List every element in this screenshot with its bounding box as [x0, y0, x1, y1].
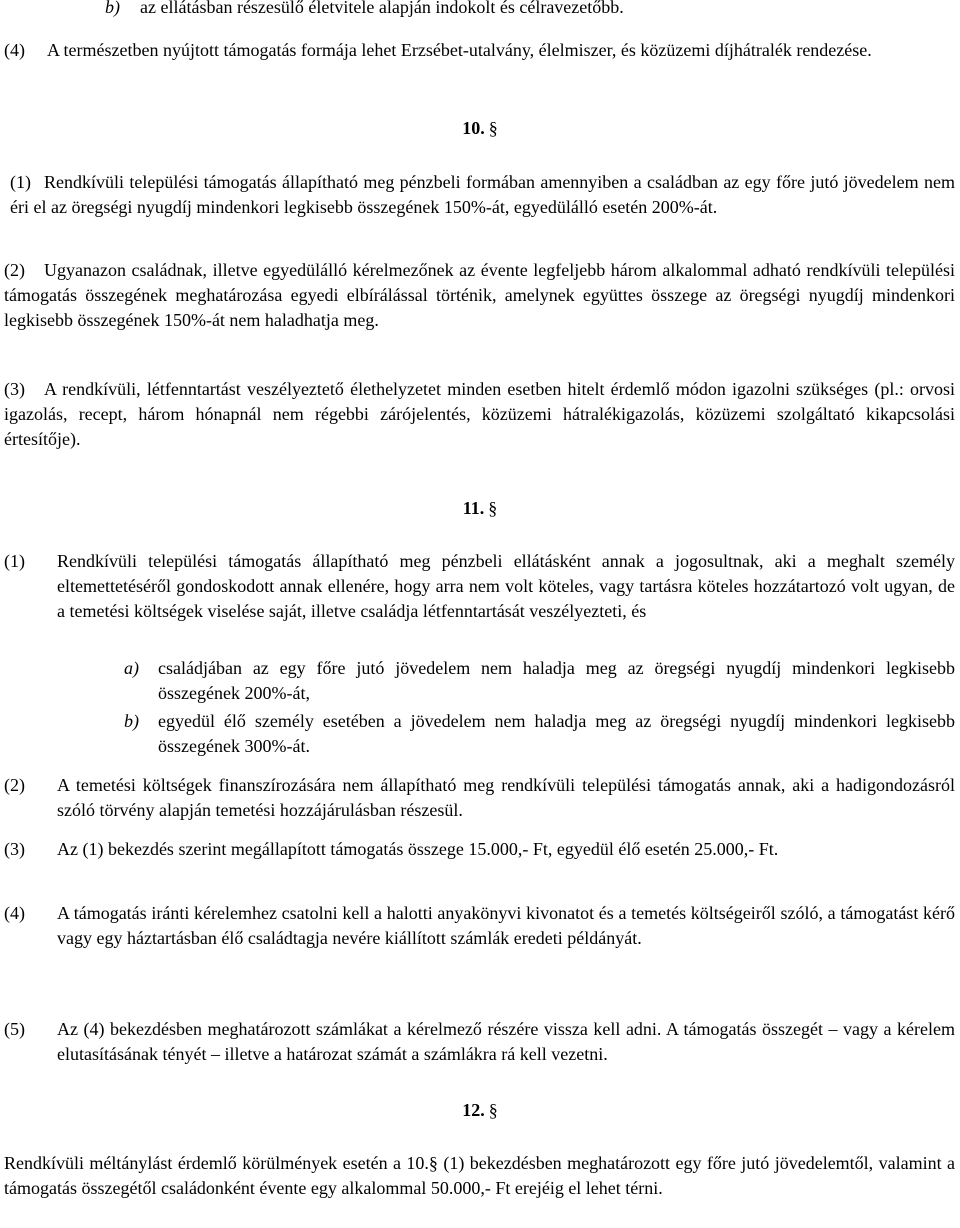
- section-symbol: §: [488, 1100, 498, 1120]
- paragraph-number: (4): [4, 903, 25, 923]
- paragraph-text: A természetben nyújtott támogatás formája lehet Erzsébet-utalvány, élelmiszer, és közüzemi díjhátralék rendezése.: [47, 40, 872, 60]
- item-label: b): [124, 711, 139, 731]
- section-heading-12: [0, 1098, 960, 1123]
- paragraph-number: (1): [10, 172, 31, 192]
- paragraph-number: (5): [4, 1019, 25, 1039]
- section-heading-11: [0, 496, 960, 521]
- section-symbol: §: [488, 118, 498, 138]
- paragraph-text: Rendkívüli méltánylást érdemlő körülmények esetén a 10.§ (1) bekezdésben meghatározott egy főre jutó jövedelemtől, valamint a támogatás összegétől családonként évente egy alkalommal 50.000,- Ft erejéig el lehet térni.: [4, 1153, 955, 1198]
- paragraph-text: Az (4) bekezdésben meghatározott számlákat a kérelmező részére vissza kell adni. A támogatás összegét – vagy a kérelem elutasításának tényét – illetve a határozat számát a számlákra rá kell vezetni.: [57, 1019, 955, 1064]
- section-number: 11.: [462, 498, 485, 518]
- paragraph-text: A rendkívüli, létfenntartást veszélyeztető élethelyzetet minden esetben hitelt érdemlő módon igazolni szükséges (pl.: orvosi igazolás, recept, három hónapnál nem régebbi zárójelentés, közüzemi hátralékigazolás, közüzemi szolgáltató kikapcsolási értesítője).: [4, 379, 955, 449]
- paragraph-text: Rendkívüli települési támogatás állapítható meg pénzbeli ellátásként annak a jogosultnak, aki a meghalt személy eltemettetéséről gondoskodott annak ellenére, hogy arra nem volt köteles, vagy tartásra köteles hozzátartozó volt ugyan, de a temetési költségek viselése saját, illetve családja létfenntartását veszélyezteti, és: [57, 551, 955, 621]
- section-number: 12.: [462, 1100, 485, 1120]
- item-text: egyedül élő személy esetében a jövedelem nem haladja meg az öregségi nyugdíj mindenkori legkisebb összegének 300%-át.: [158, 711, 955, 756]
- paragraph-number: (1): [4, 551, 25, 571]
- paragraph-text: Rendkívüli települési támogatás állapítható meg pénzbeli formában amennyiben a családban az egy főre jutó jövedelem nem éri el az öregségi nyugdíj mindenkori legkisebb összegének 150%-át, egyedülálló esetén 200%-át.: [10, 172, 955, 217]
- paragraph-text: Az (1) bekezdés szerint megállapított támogatás összege 15.000,- Ft, egyedül élő esetén 25.000,- Ft.: [57, 839, 779, 859]
- paragraph-number: (3): [4, 379, 25, 399]
- item-text: családjában az egy főre jutó jövedelem nem haladja meg az öregségi nyugdíj mindenkori legkisebb összegének 200%-át,: [158, 658, 955, 703]
- paragraph-text: Ugyanazon családnak, illetve egyedülálló kérelmezőnek az évente legfeljebb három alkalommal adható rendkívüli települési támogatás összegének meghatározása egyedi elbírálással történik, amelynek együttes összege az öregségi nyugdíj mindenkori legkisebb összegének 150%-át nem haladhatja meg.: [4, 260, 955, 330]
- item-text: az ellátásban részesülő életvitele alapján indokolt és célravezetőbb.: [140, 0, 624, 17]
- paragraph-number: (4): [4, 40, 25, 60]
- section-number: 10.: [462, 118, 485, 138]
- item-label: a): [124, 658, 139, 678]
- paragraph-number: (2): [4, 260, 25, 280]
- paragraph-text: A támogatás iránti kérelemhez csatolni kell a halotti anyakönyvi kivonatot és a temetés költségeiről szóló, a támogatást kérő vagy egy háztartásban élő családtagja nevére kiállított számlák eredeti példányát.: [57, 903, 955, 948]
- item-label: b): [105, 0, 120, 17]
- paragraph-number: (2): [4, 775, 25, 795]
- section-heading-10: [0, 116, 960, 141]
- paragraph-number: (3): [4, 839, 25, 859]
- paragraph-text: A temetési költségek finanszírozására nem állapítható meg rendkívüli települési támogatás annak, aki a hadigondozásról szóló törvény alapján temetési hozzájárulásban részesül.: [57, 775, 955, 820]
- section-symbol: §: [488, 498, 498, 518]
